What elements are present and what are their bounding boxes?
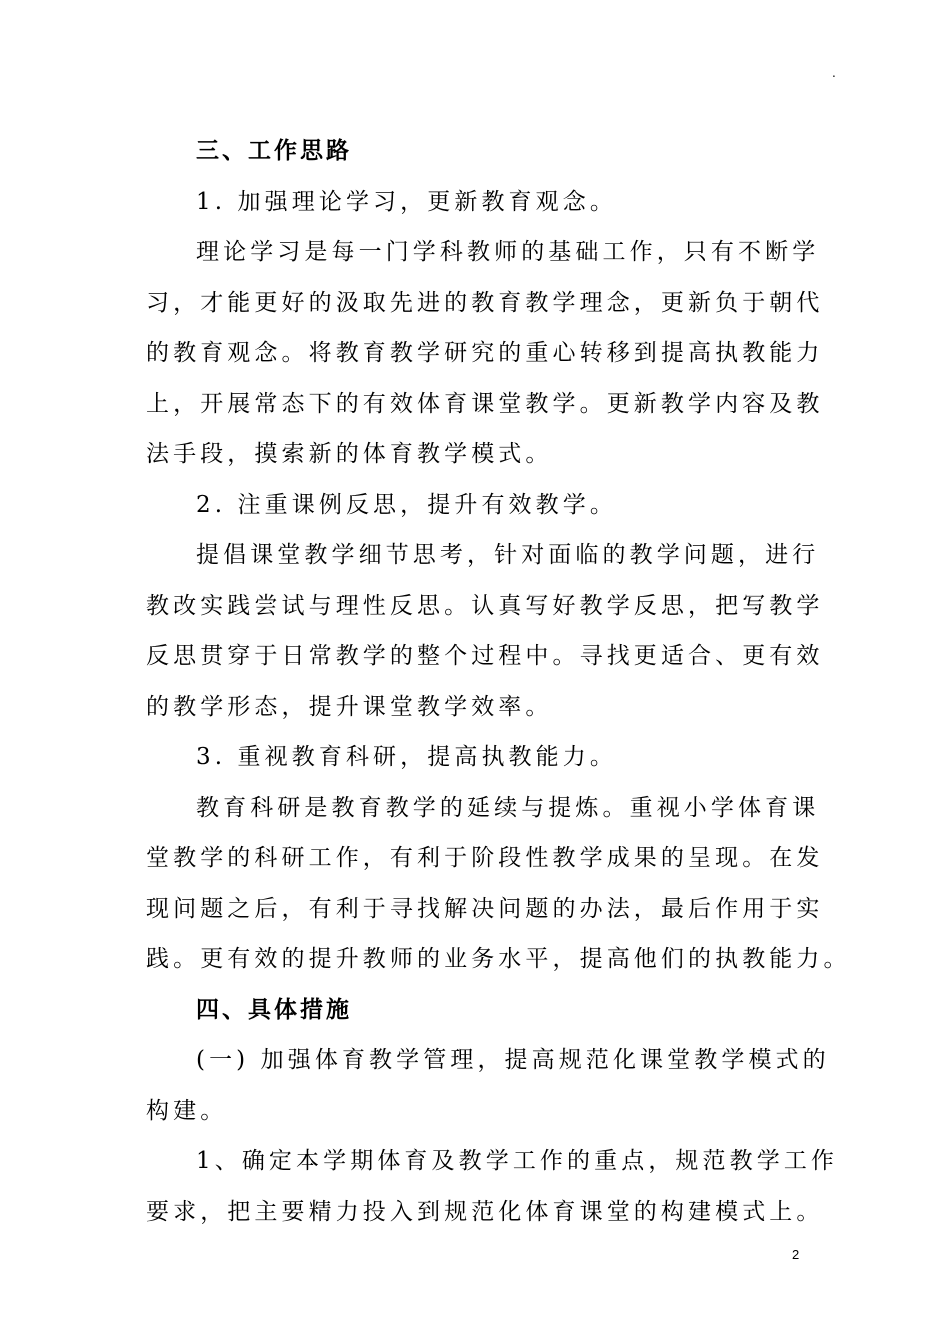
- page-number: 2: [792, 1247, 800, 1262]
- paragraph-line: 教改实践尝试与理性反思。认真写好教学反思，把写教学: [146, 592, 824, 619]
- paragraph-line: 的教育观念。将教育教学研究的重心转移到提高执教能力: [146, 340, 824, 366]
- paragraph-line: 提倡课堂教学细节思考，针对面临的教学问题，进行: [196, 542, 820, 568]
- paragraph-line: 教育科研是教育教学的延续与提炼。重视小学体育课: [196, 794, 820, 821]
- corner-mark: .: [832, 66, 836, 80]
- subheading-lesson-reflection: 2. 注重课例反思，提升有效教学。: [196, 491, 617, 518]
- paragraph-line: 理论学习是每一门学科教师的基础工作，只有不断学: [196, 239, 820, 265]
- section-heading-work-approach: 三、工作思路: [196, 137, 352, 164]
- paragraph-line: 习，才能更好的汲取先进的教育教学理念，更新负于朝代: [146, 289, 824, 316]
- paragraph-line: 堂教学的科研工作，有利于阶段性教学成果的呈现。在发: [146, 845, 824, 871]
- paragraph-line: 构建。: [146, 1097, 228, 1124]
- paragraph-line: 要求，把主要精力投入到规范化体育课堂的构建模式上。: [146, 1198, 824, 1225]
- subheading-education-research: 3. 重视教育科研，提高执教能力。: [196, 744, 617, 770]
- paragraph-line: 1、确定本学期体育及教学工作的重点，规范教学工作: [196, 1148, 839, 1174]
- subheading-theory-study: 1. 加强理论学习，更新教育观念。: [196, 188, 617, 215]
- paragraph-line: 上，开展常态下的有效体育课堂教学。更新教学内容及教: [146, 390, 824, 417]
- section-heading-specific-measures: 四、具体措施: [196, 995, 352, 1023]
- paragraph-line: 反思贯穿于日常教学的整个过程中。寻找更适合、更有效: [146, 643, 824, 669]
- paragraph-line: 的教学形态，提升课堂教学效率。: [146, 693, 553, 720]
- paragraph-line: 法手段，摸索新的体育教学模式。: [146, 441, 553, 467]
- document-body: [146, 126, 851, 1237]
- paragraph-line: 践。更有效的提升教师的业务水平，提高他们的执教能力。: [146, 946, 851, 972]
- subheading-teaching-management: (一) 加强体育教学管理，提高规范化课堂教学模式的: [196, 1047, 830, 1073]
- paragraph-line: 现问题之后，有利于寻找解决问题的办法，最后作用于实: [146, 895, 824, 922]
